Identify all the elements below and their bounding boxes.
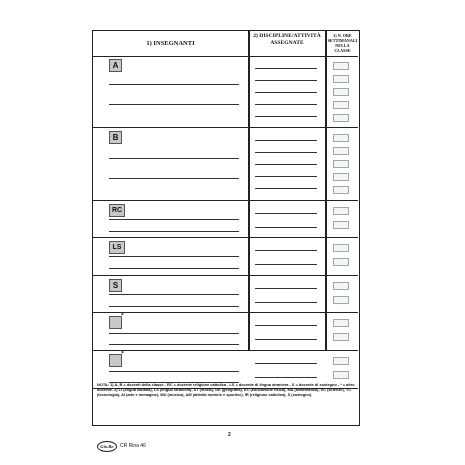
teacher-line[interactable] (109, 268, 239, 269)
section-label: A (109, 59, 122, 72)
hours-box[interactable] (333, 147, 349, 155)
hours-box[interactable] (333, 333, 349, 341)
form-sheet (92, 30, 360, 426)
section-a (93, 56, 358, 128)
hours-box[interactable] (333, 244, 349, 252)
subject-line[interactable] (255, 68, 317, 69)
subject-line[interactable] (255, 104, 317, 105)
subject-line[interactable] (255, 164, 317, 165)
footnote: NOTA: 1) A, B = docenti della classe - RC = docente religione cattolica - LS = docente di lingua straniera - S = docente di sostegno - * = altro docente. 2) LI (lingua italiana), LS (lingua straniera), ST (storia), GE (geografia), EC (educazione fisica), MA (matematica), SC (scienze), TC (tecnologia), AI (arte e immagine), MU (musica), AM (attività motorie e sportive), IR (religione cattolica), S (sostegno). (97, 382, 355, 398)
hours-box[interactable] (333, 221, 349, 229)
hours-box[interactable] (333, 160, 349, 168)
teacher-line[interactable] (109, 219, 239, 220)
hours-box[interactable] (333, 134, 349, 142)
hours-box[interactable] (333, 296, 349, 304)
section-b (93, 128, 358, 201)
teacher-line[interactable] (109, 158, 239, 159)
hours-box[interactable] (333, 75, 349, 83)
teacher-line[interactable] (109, 104, 239, 105)
teacher-line[interactable] (109, 231, 239, 232)
hours-box[interactable] (333, 357, 349, 365)
section-s (93, 276, 358, 313)
teacher-line[interactable] (109, 306, 239, 307)
header-subjects: 2) DISCIPLINE/ATTIVITÀ ASSEGNATE (253, 33, 321, 46)
hours-box[interactable] (333, 258, 349, 266)
teacher-line[interactable] (109, 294, 239, 295)
subject-line[interactable] (255, 213, 317, 214)
subject-line[interactable] (255, 140, 317, 141)
teacher-line[interactable] (109, 84, 239, 85)
hours-box[interactable] (333, 62, 349, 70)
table-header (93, 31, 358, 57)
form-code: CR Rina 46 (120, 443, 146, 449)
teacher-line[interactable] (109, 333, 239, 334)
header-hours: 3) N. ORE SETTIMANALI NELLA CLASSE (327, 33, 358, 53)
hours-box[interactable] (333, 371, 349, 379)
subject-line[interactable] (255, 288, 317, 289)
subject-line[interactable] (255, 188, 317, 189)
section-ls (93, 238, 358, 276)
teacher-line[interactable] (109, 344, 239, 345)
hours-box[interactable] (333, 88, 349, 96)
subject-line[interactable] (255, 116, 317, 117)
hours-box[interactable] (333, 282, 349, 290)
subject-line[interactable] (255, 264, 317, 265)
subject-line[interactable] (255, 363, 317, 364)
subject-line[interactable] (255, 227, 317, 228)
teacher-line[interactable] (109, 178, 239, 179)
hours-box[interactable] (333, 173, 349, 181)
page-number: 2 (228, 432, 231, 438)
section-label: B (109, 131, 122, 144)
subject-line[interactable] (255, 377, 317, 378)
section-rc (93, 201, 358, 238)
hours-box[interactable] (333, 186, 349, 194)
subject-line[interactable] (255, 176, 317, 177)
subject-line[interactable] (255, 339, 317, 340)
hours-box[interactable] (333, 114, 349, 122)
hours-box[interactable] (333, 319, 349, 327)
hours-box[interactable] (333, 207, 349, 215)
subject-line[interactable] (255, 302, 317, 303)
subject-line[interactable] (255, 250, 317, 251)
section-label: RC (109, 204, 125, 217)
section-label: LS (109, 241, 125, 254)
section-other-1 (93, 313, 358, 351)
asterisk-mark: * (121, 313, 124, 319)
subject-line[interactable] (255, 80, 317, 81)
subject-line[interactable] (255, 325, 317, 326)
hours-box[interactable] (333, 101, 349, 109)
subject-line[interactable] (255, 92, 317, 93)
section-label: S (109, 279, 122, 292)
subject-line[interactable] (255, 152, 317, 153)
teacher-line[interactable] (109, 371, 239, 372)
teacher-line[interactable] (109, 256, 239, 257)
publisher-logo: Gio.Ro (97, 441, 117, 452)
asterisk-mark: * (121, 351, 124, 357)
header-teachers: 1) INSEGNANTI (146, 40, 195, 47)
